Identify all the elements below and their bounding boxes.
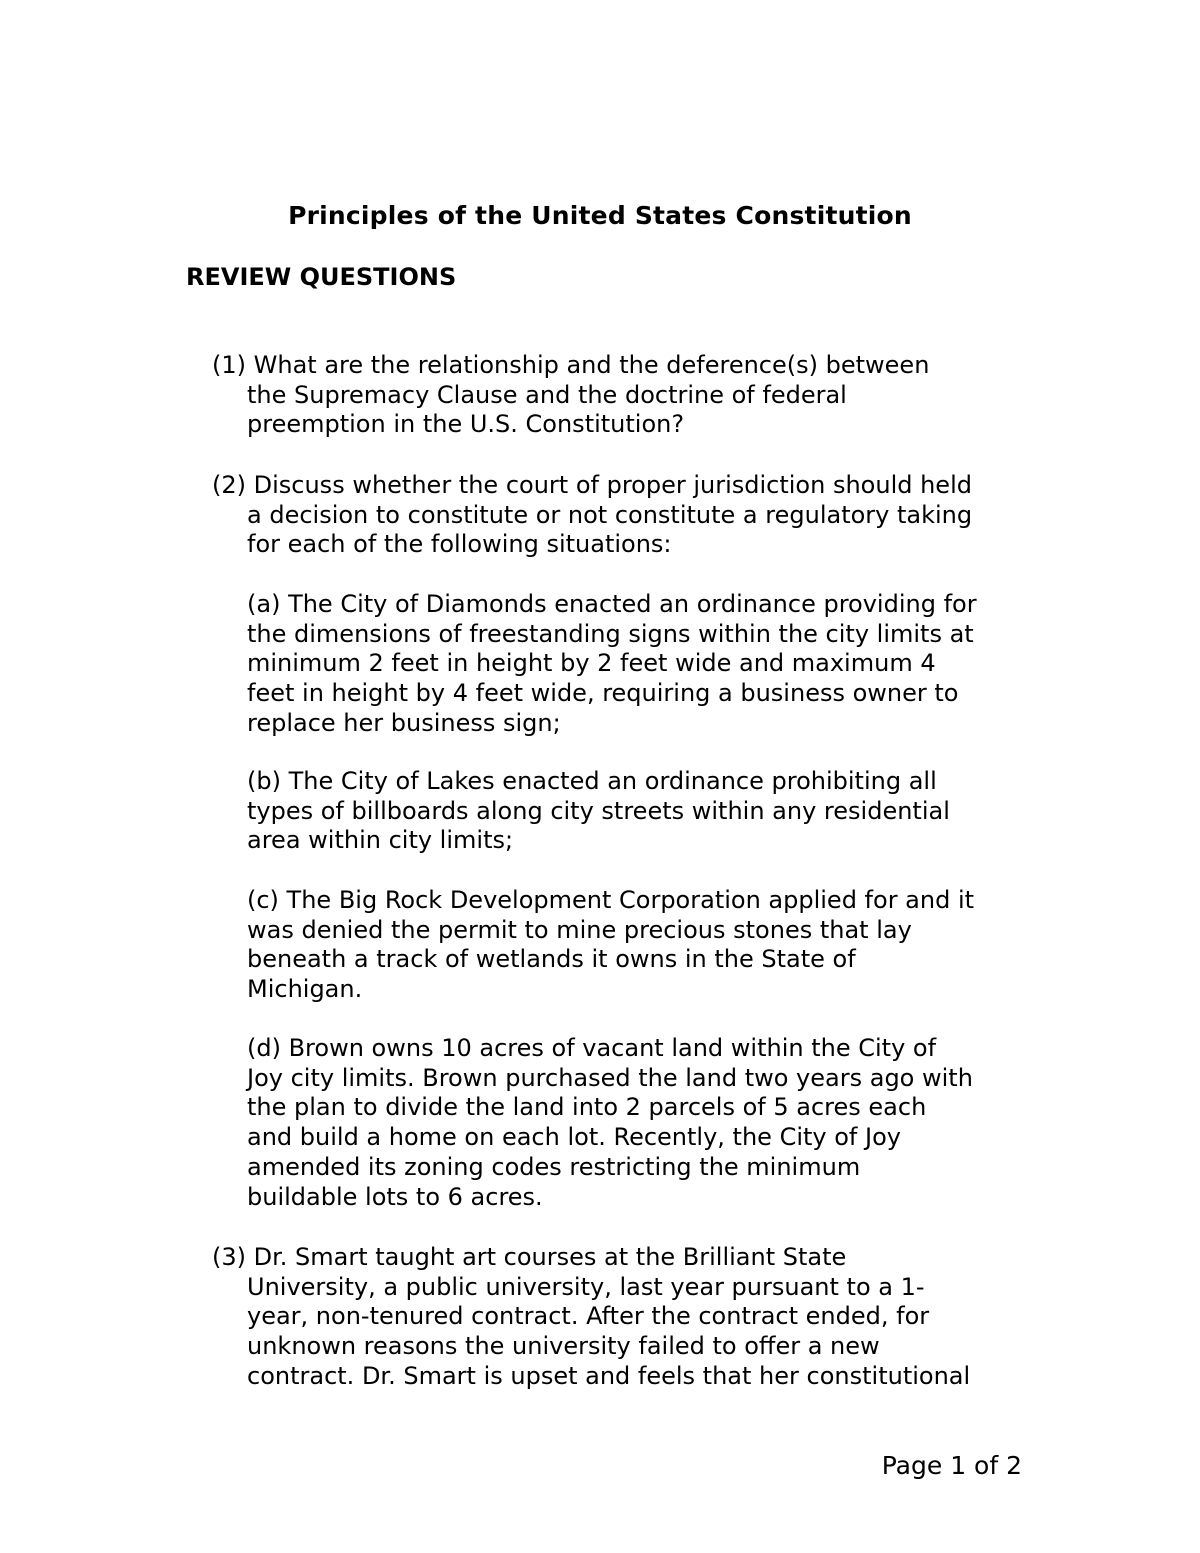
subitem-c-line-3: beneath a track of wetlands it owns in the State of [247, 945, 856, 974]
subitem-c-line-1: (c) The Big Rock Development Corporation applied for and it [247, 886, 975, 914]
subitem-b-line-2: types of billboards along city streets within any residential [247, 796, 950, 825]
subitem-c-line-2: was denied the permit to mine precious stones that lay [247, 915, 912, 944]
subitem-d-line-6: buildable lots to 6 acres. [247, 1182, 543, 1211]
question-3-line-2: University, a public university, last year pursuant to a 1- [247, 1272, 925, 1301]
subitem-b-line-3: area within city limits; [247, 826, 514, 855]
question-2-line-2: a decision to constitute or not constitute a regulatory taking [247, 500, 973, 529]
subitem-a-line-3: minimum 2 feet in height by 2 feet wide and maximum 4 [247, 649, 936, 678]
subitem-a-line-2: the dimensions of freestanding signs within the city limits at [247, 619, 974, 648]
subitem-a-line-4: feet in height by 4 feet wide, requiring a business owner to [247, 679, 959, 708]
subitem-d-line-2: Joy city limits. Brown purchased the land two years ago with [247, 1063, 973, 1092]
question-2-line-1: (2) Discuss whether the court of proper jurisdiction should held [212, 471, 972, 499]
question-2 [212, 471, 1042, 560]
subitem-a-line-1: (a) The City of Diamonds enacted an ordinance providing for [247, 590, 977, 618]
subitem-d-line-5: amended its zoning codes restricting the minimum [247, 1152, 861, 1181]
question-3-line-5: contract. Dr. Smart is upset and feels that her constitutional [247, 1361, 971, 1390]
question-3-line-3: year, non-tenured contract. After the contract ended, for [247, 1302, 930, 1331]
document-title: Principles of the United States Constitution [288, 201, 912, 230]
subitem-d-line-3: the plan to divide the land into 2 parcels of 5 acres each [247, 1093, 927, 1122]
subitem-d-line-1: (d) Brown owns 10 acres of vacant land within the City of [247, 1034, 937, 1062]
question-3-line-1: (3) Dr. Smart taught art courses at the Brilliant State [212, 1243, 847, 1271]
subitem-c-line-4: Michigan. [247, 975, 363, 1004]
section-heading: REVIEW QUESTIONS [186, 263, 457, 291]
subitem-d-line-4: and build a home on each lot. Recently, the City of Joy [247, 1123, 901, 1152]
question-1-line-1: (1) What are the relationship and the deference(s) between [212, 351, 930, 379]
question-3-line-4: unknown reasons the university failed to offer a new [247, 1332, 880, 1361]
question-2-subitem-a [247, 590, 1047, 739]
question-1-line-2: the Supremacy Clause and the doctrine of federal [247, 380, 847, 409]
subitem-a-line-5: replace her business sign; [247, 708, 561, 737]
question-3 [212, 1243, 1042, 1392]
subitem-b-line-1: (b) The City of Lakes enacted an ordinance prohibiting all [247, 767, 937, 795]
question-2-line-3: for each of the following situations: [247, 530, 672, 559]
question-2-subitem-d [247, 1034, 1047, 1212]
question-1 [212, 351, 1042, 440]
question-2-subitem-b [247, 767, 1047, 856]
question-2-subitem-c [247, 886, 1047, 1005]
question-1-line-3: preemption in the U.S. Constitution? [247, 410, 685, 439]
page-number: Page 1 of 2 [881, 1451, 1022, 1480]
